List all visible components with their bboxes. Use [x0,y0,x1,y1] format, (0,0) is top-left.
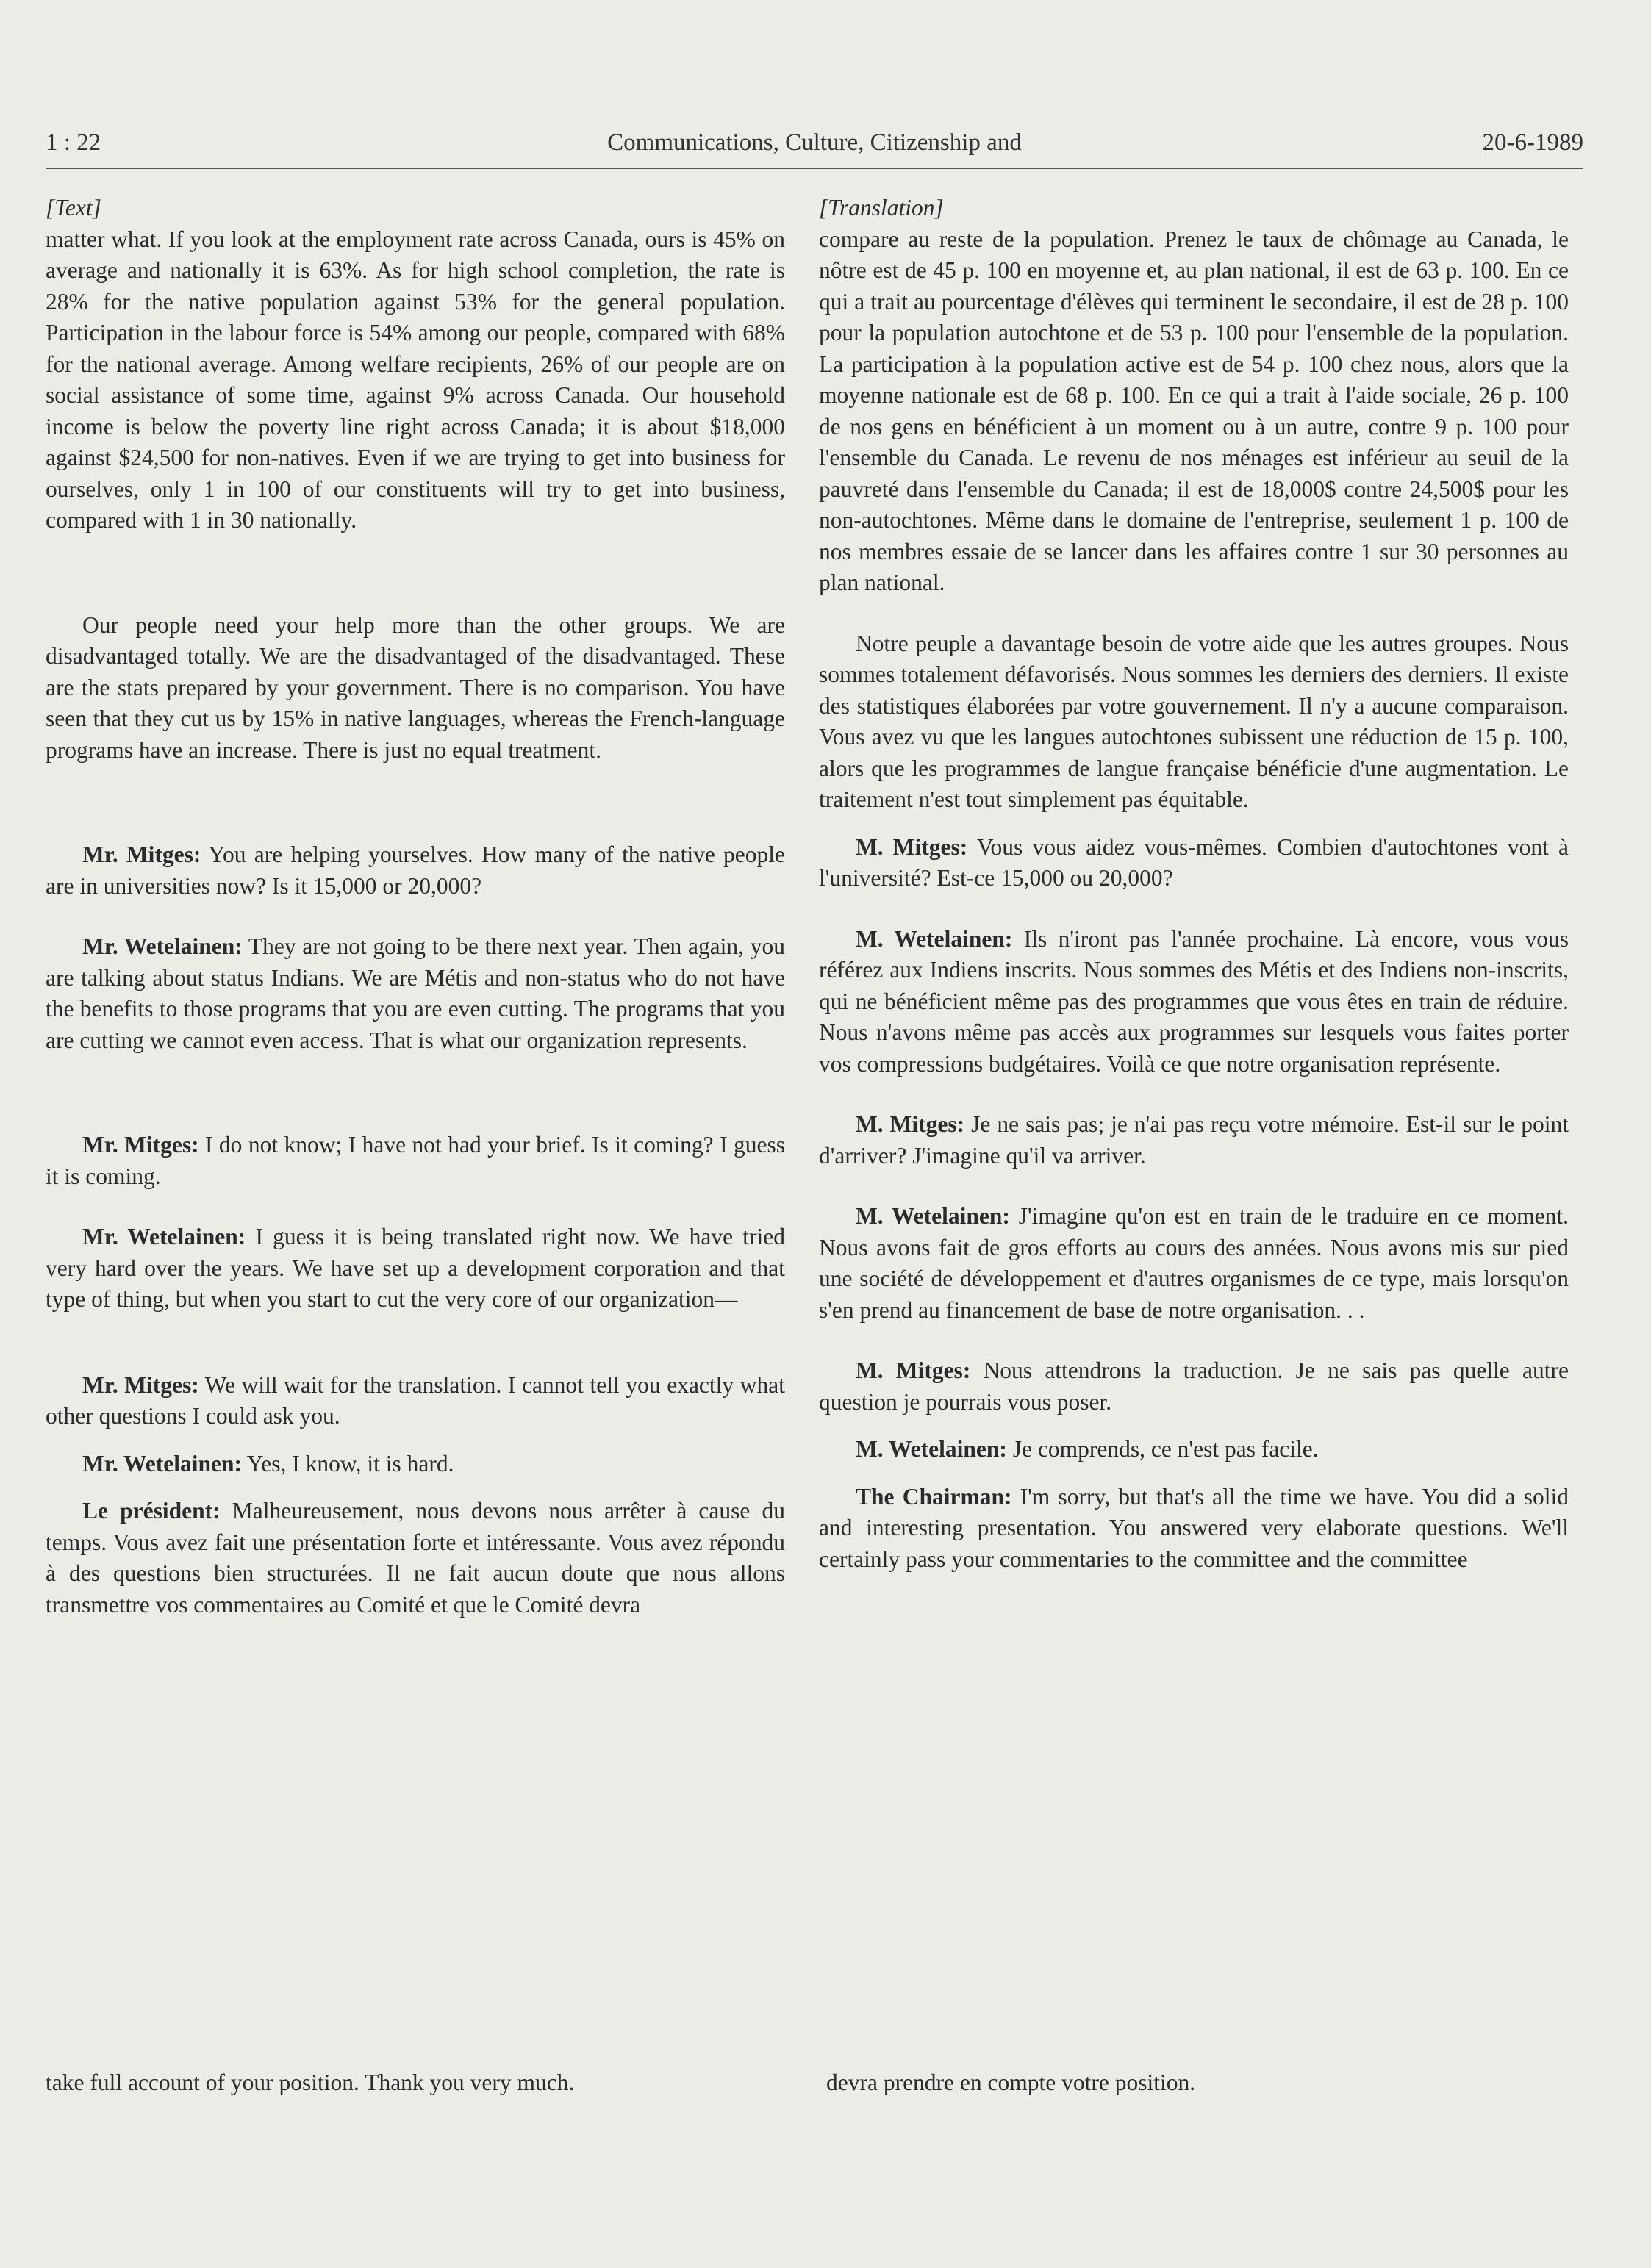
header-rule [46,168,1583,169]
paragraph: compare au reste de la population. Prenez le taux de chômage au Canada, le nôtre est de 45 p. 100 en moyenne et, au plan national, il est de 63 p. 100. En ce qui a trait au pourcentage d'élèves qui terminent le secondaire, il est de 28 p. 100 pour la population autochtone et de 53 p. 100 pour l'ensemble de la population. La participation à la population active est de 54 p. 100 chez nous, alors que la moyenne nationale est de 68 p. 100. En ce qui a trait à l'aide sociale, 26 p. 100 de nos gens en bénéficient à un moment ou à un autre, contre 9 p. 100 pour l'ensemble du Canada. Le revenu de nos ménages est inférieur au seuil de la pauvreté dans l'ensemble du Canada; il est de 18,000$ contre 24,500$ pour les non-autochtones. Même dans le domaine de l'entreprise, seulement 1 p. 100 de nos membres essaie de se lancer dans les affaires contre 1 sur 30 personnes au plan national. [819,226,1569,595]
speech-text: I'm sorry, but that's all the time we have. You did a solid and interesting presentation. You answered very elaborate questions. We'll certainly pass your commentaries to the committee and the committee [819,1483,1569,1572]
speaker-name: M. Wetelainen: [856,925,1013,952]
speaker-name: M. Wetelainen: [856,1203,1010,1229]
speech-paragraph [46,1130,785,1192]
speech-text: J'imagine qu'on est en train de le traduire en ce moment. Nous avons fait de gros efforts au cours des années. Nous avons mis sur pied une société de développement et d'autres organismes de ce type, mais lorsqu'on s'en prend au financement de base de notre organisation. . . [819,1203,1569,1323]
speech-text: Nous attendrons la traduction. Je ne sais pas quelle autre question je pourrais vous poser. [819,1357,1569,1415]
speech-paragraph [46,931,785,1056]
speech-text: You are helping yourselves. How many of the native people are in universities now? Is it 15,000 or 20,000? [46,841,786,899]
speaker-name: Mr. Wetelainen: [82,1450,242,1476]
speech-text: We will wait for the translation. I cannot tell you exactly what other questions I could ask you. [46,1371,785,1429]
speaker-name: M. Mitges: [856,833,968,860]
page-number: 1 : 22 [46,129,101,156]
speech-paragraph [819,1355,1569,1418]
continuation-line: devra prendre en compte votre position. [826,2070,1196,2095]
speaker-name: Le président: [82,1498,221,1524]
speaker-name: Mr. Wetelainen: [82,1224,246,1249]
speech-paragraph [46,1496,785,1621]
speech-text: I do not know; I have not had your brief. Is it coming? I guess it is coming. [46,1132,785,1189]
right-column [819,193,1569,1575]
speech-paragraph [46,1449,785,1480]
speech-text: Vous vous aidez vous-mêmes. Combien d'autochtones vont à l'université? Est-ce 15,000 ou 20,000? [819,833,1569,891]
page-date: 20-6-1989 [1482,129,1583,156]
speaker-name: Mr. Wetelainen: [82,933,243,959]
speaker-name: The Chairman: [856,1483,1012,1510]
speech-text: Malheureusement, nous devons nous arrêter à cause du temps. Vous avez fait une présentation forte et intéressante. Vous avez répondu à des questions bien structurées. Il ne fait aucun doute que nous allons transmettre vos commentaires au Comité et que le Comité devra [46,1498,785,1618]
paragraph: Our people need your help more than the other groups. We are disadvantaged totally. We are the disadvantaged of the disadvantaged. These are the stats prepared by your government. There is no comparison. You have seen that they cut us by 15% in native languages, whereas the French-language programs have an increase. There is just no equal treatment. [46,611,785,763]
language-label: [Text] [46,195,101,220]
speech-text: Je comprends, ce n'est pas facile. [1006,1436,1319,1462]
speech-text: They are not going to be there next year. Then again, you are talking about status Indians. We are Métis and non-status who do not have the benefits to those programs that you are even cutting. The programs that you are cutting we cannot even access. That is what our organization represents. [46,933,785,1053]
speech-text: I guess it is being translated right now. We have tried very hard over the years. We have set up a development corporation and that type of thing, but when you start to cut the very core of our organization— [46,1224,785,1312]
paragraph: matter what. If you look at the employment rate across Canada, ours is 45% on average and nationally it is 63%. As for high school completion, the rate is 28% for the native population against 53% for the general population. Participation in the labour force is 54% among our people, compared with 68% for the national average. Among welfare recipients, 26% of our people are on social assistance of some time, against 9% across Canada. Our household income is below the poverty line right across Canada; it is about $18,000 against $24,500 for non-natives. Even if we are trying to get into business for ourselves, only 1 in 100 of our constituents will try to get into business, compared with 1 in 30 nationally. [46,226,785,533]
speech-text: Je ne sais pas; je n'ai pas reçu votre mémoire. Est-il sur le point d'arriver? J'imagine qu'il va arriver. [819,1111,1569,1169]
speech-text: Ils n'iront pas l'année prochaine. Là encore, vous vous référez aux Indiens inscrits. Nous sommes des Métis et des Indiens non-inscrits, qui ne bénéficient même pas des programmes que vous êtes en train de réduire. Nous n'avons même pas accès aux programmes sur lesquels vous faites porter vos compressions budgétaires. Voilà ce que notre organisation représente. [819,925,1569,1077]
speaker-name: Mr. Mitges: [82,1132,199,1158]
speech-paragraph [819,1109,1569,1171]
speaker-name: M. Mitges: [856,1111,965,1137]
running-title: Communications, Culture, Citizenship and [607,129,1022,156]
speech-text: Yes, I know, it is hard. [241,1450,454,1476]
speech-paragraph [46,1221,785,1316]
speaker-name: M. Wetelainen: [856,1436,1007,1462]
speech-paragraph [819,1201,1569,1326]
left-column [46,193,785,1621]
speech-paragraph [46,839,785,902]
speaker-name: Mr. Mitges: [82,1371,199,1398]
speech-paragraph [819,924,1569,1080]
speech-paragraph [819,1482,1569,1576]
language-label: [Translation] [819,195,944,220]
speech-paragraph [46,1370,785,1432]
speaker-name: Mr. Mitges: [82,841,201,867]
page-header [46,129,1583,165]
speaker-name: M. Mitges: [856,1357,971,1383]
continuation-line: take full account of your position. Thank you very much. [46,2070,575,2095]
speech-paragraph [819,1434,1569,1465]
speech-paragraph [819,832,1569,894]
paragraph: Notre peuple a davantage besoin de votre aide que les autres groupes. Nous sommes totalement défavorisés. Nous sommes les derniers des derniers. Il existe des statistiques élaborées par votre gouvernement. Il n'y a aucune comparaison. Vous avez vu que les langues autochtones subissent une réduction de 15 p. 100, alors que les programmes de langue française bénéficie d'une augmentation. Le traitement n'est tout simplement pas équitable. [819,630,1569,812]
